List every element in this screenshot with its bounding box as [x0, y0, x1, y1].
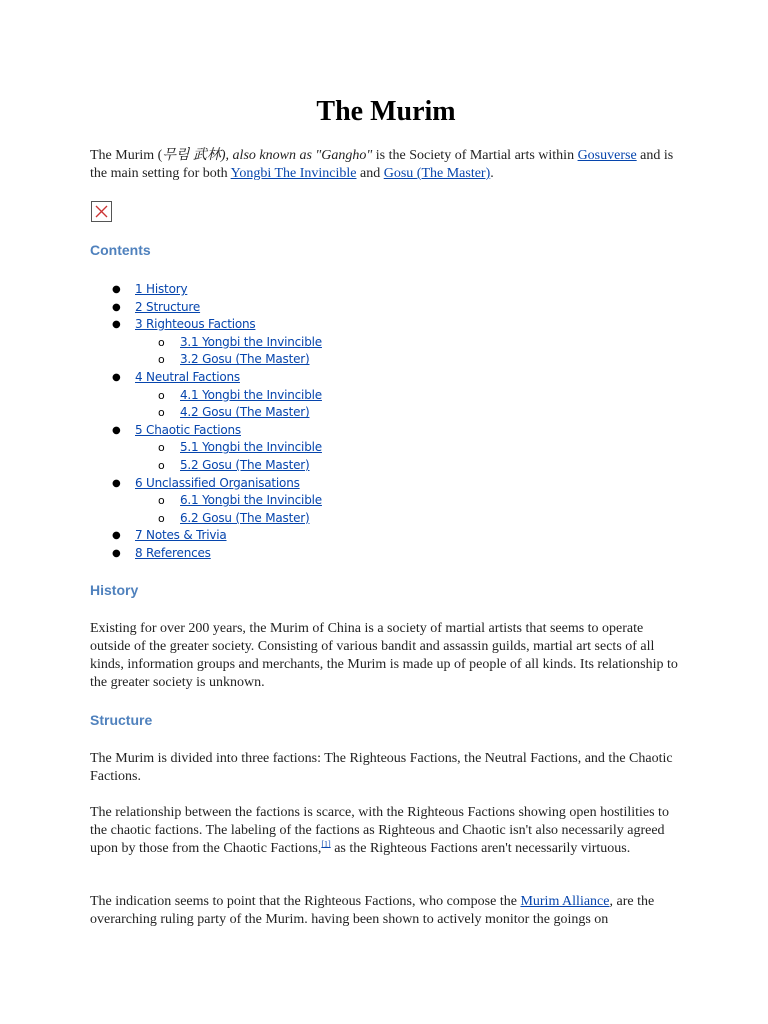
structure-paragraph-1: The Murim is divided into three factions: The Righteous Factions, the Neutral Factions, and the Chaotic Factions.	[90, 751, 673, 784]
reference-link-1[interactable]: [1]	[321, 839, 331, 849]
toc-link[interactable]: 6 Unclassified Organisations	[135, 475, 300, 490]
link-yongbi-the-invincible[interactable]: Yongbi The Invincible	[230, 166, 357, 181]
structure-paragraph-2	[90, 804, 682, 858]
bullet-icon: ●	[112, 530, 121, 542]
bullet-icon: ●	[112, 477, 121, 489]
toc-link[interactable]: 3 Righteous Factions	[135, 317, 256, 332]
toc-link[interactable]: 4.1 Yongbi the Invincible	[180, 387, 322, 402]
intro-aka: ), also known as "Gangho"	[220, 148, 373, 163]
structure-heading: Structure	[90, 712, 153, 728]
intro-text-3: and is the main setting for both	[90, 148, 674, 181]
hollow-bullet-icon: o	[158, 494, 165, 508]
hollow-bullet-icon: o	[158, 388, 165, 402]
hollow-bullet-icon: o	[158, 441, 165, 455]
bullet-icon: ●	[112, 371, 121, 383]
toc-link[interactable]: 2 Structure	[135, 299, 201, 314]
toc-link[interactable]: 3.1 Yongbi the Invincible	[180, 334, 322, 349]
broken-image-icon	[91, 201, 112, 222]
intro-text-1: The Murim (	[90, 148, 163, 163]
bullet-icon: ●	[112, 301, 121, 313]
toc-link[interactable]: 7 Notes & Trivia	[135, 528, 227, 543]
structure-p2-text-b: as the Righteous Factions aren't necessarily virtuous.	[330, 841, 631, 856]
bullet-icon: ●	[112, 547, 121, 559]
toc-link[interactable]: 6.1 Yongbi the Invincible	[180, 493, 322, 508]
bullet-icon: ●	[112, 424, 121, 436]
bullet-icon: ●	[112, 319, 121, 331]
structure-p2-text-a: The relationship between the factions is scarce, with the Righteous Factions showing open hostilities to the chaotic factions. The labeling of the factions as Righteous and Chaotic isn't also necessarily agreed upon by those from the Chaotic Factions,	[90, 805, 669, 856]
intro-text-5: .	[490, 166, 494, 181]
hollow-bullet-icon: o	[158, 511, 165, 525]
link-murim-alliance[interactable]: Murim Alliance	[520, 894, 610, 909]
structure-p3-text-a: The indication seems to point that the Righteous Factions, who compose the	[90, 894, 521, 909]
contents-heading: Contents	[90, 242, 151, 258]
intro-paragraph	[90, 147, 682, 183]
toc-link[interactable]: 4.2 Gosu (The Master)	[180, 405, 310, 420]
intro-text-2: is the Society of Martial arts within	[372, 148, 578, 163]
toc-link[interactable]: 5.1 Yongbi the Invincible	[180, 440, 322, 455]
intro-text-4: and	[356, 166, 384, 181]
toc-link[interactable]: 1 History	[135, 282, 188, 296]
link-gosu-the-master[interactable]: Gosu (The Master)	[383, 166, 491, 181]
page-title: The Murim	[316, 96, 456, 127]
toc-link[interactable]: 3.2 Gosu (The Master)	[180, 352, 310, 367]
hollow-bullet-icon: o	[158, 335, 165, 349]
history-paragraph: Existing for over 200 years, the Murim of China is a society of martial artists that seems to operate outside of the greater society. Consisting of various bandit and assassin guilds, martial art sects of all kinds, information groups and merchants, the Murim is made up of people of all kinds. Its relationship to the greater society is unknown.	[90, 621, 678, 690]
bullet-icon: ●	[112, 284, 121, 295]
structure-p3-text-b: , are the overarching ruling party of the Murim. having been shown to actively monitor the goings on	[90, 894, 655, 927]
structure-paragraph-3	[90, 893, 682, 929]
toc-link[interactable]: 5 Chaotic Factions	[135, 422, 241, 437]
history-heading: History	[90, 582, 139, 598]
hollow-bullet-icon: o	[158, 458, 165, 472]
toc-link[interactable]: 5.2 Gosu (The Master)	[180, 457, 310, 472]
toc-link[interactable]: 8 References	[135, 545, 211, 560]
hollow-bullet-icon: o	[158, 353, 165, 367]
toc-link[interactable]: 6.2 Gosu (The Master)	[180, 510, 310, 525]
link-gosuverse[interactable]: Gosuverse	[577, 148, 637, 163]
hollow-bullet-icon: o	[158, 406, 165, 420]
toc-link[interactable]: 4 Neutral Factions	[135, 369, 240, 384]
intro-korean: 무림 武林	[162, 148, 221, 163]
